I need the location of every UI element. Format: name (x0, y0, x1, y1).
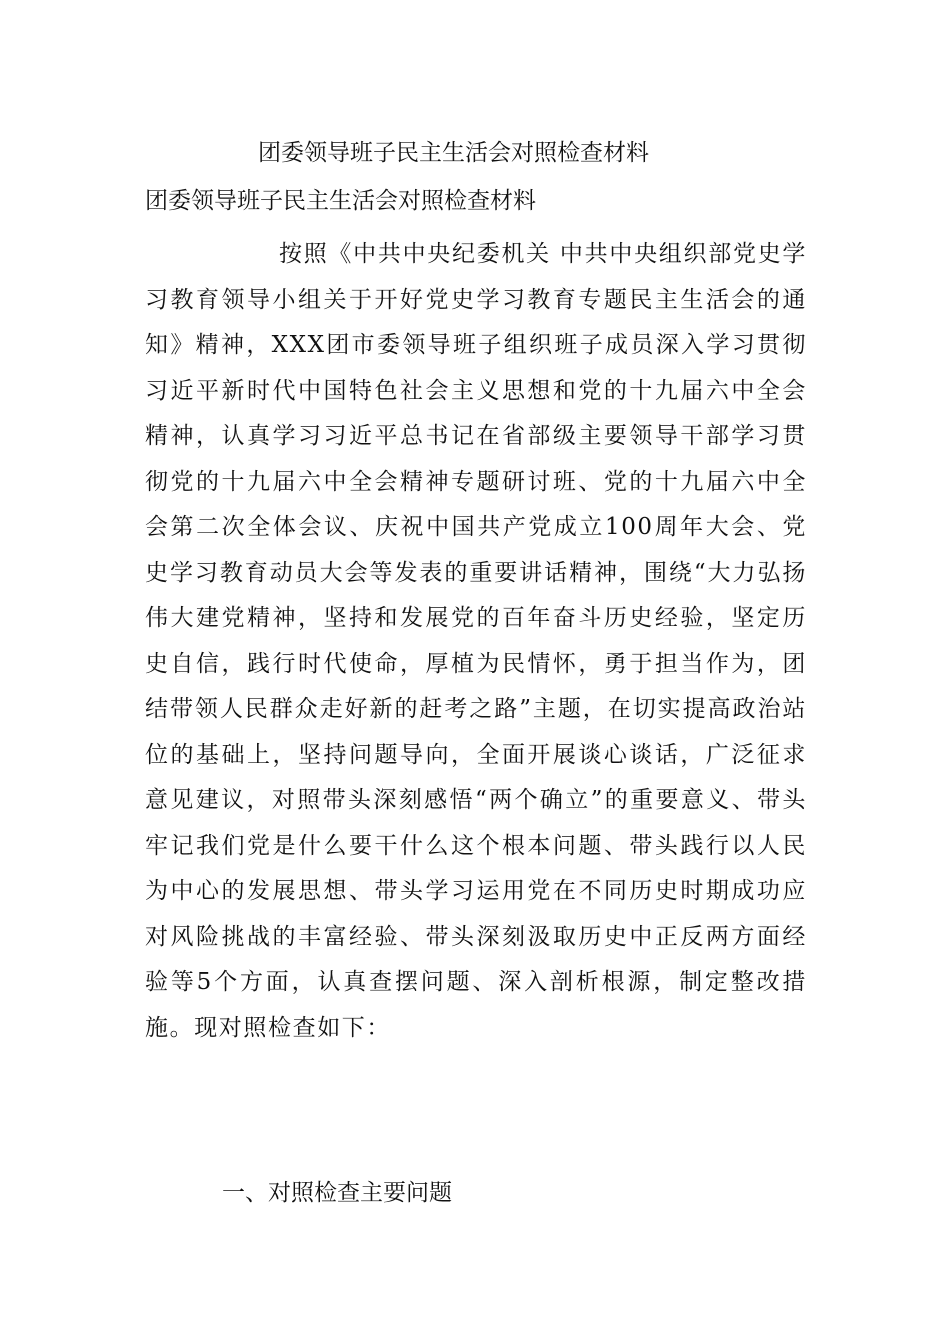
body-paragraph: 按照《中共中央纪委机关 中共中央组织部党史学习教育领导小组关于开好党史学习教育专题民主生活会的通知》精神，XXX团市委领导班子组织班子成员深入学习贯彻习近平新时代中国特色社会主义思想和党的十九届六中全会精神，认真学习习近平总书记在省部级主要领导干部学习贯彻党的十九届六中全会精神专题研讨班、党的十九届六中全会第二次全体会议、庆祝中国共产党成立100周年大会、党史学习教育动员大会等发表的重要讲话精神，围绕“大力弘扬伟大建党精神，坚持和发展党的百年奋斗历史经验，坚定历史自信，践行时代使命，厚植为民情怀，勇于担当作为，团结带领人民群众走好新的赶考之路”主题，在切实提高政治站位的基础上，坚持问题导向，全面开展谈心谈话，广泛征求意见建议，对照带头深刻感悟“两个确立”的重要意义、带头牢记我们党是什么要干什么这个根本问题、带头践行以人民为中心的发展思想、带头学习运用党在不同历史时期成功应对风险挑战的丰富经验、带头深刻汲取历史中正反两方面经验等5个方面，认真查摆问题、深入剖析根源，制定整改措施。现对照检查如下： (145, 241, 807, 1041)
section-heading: 一、对照检查主要问题 (222, 1180, 452, 1206)
document-title: 团委领导班子民主生活会对照检查材料 (258, 140, 649, 166)
document-subtitle: 团委领导班子民主生活会对照检查材料 (145, 188, 536, 214)
